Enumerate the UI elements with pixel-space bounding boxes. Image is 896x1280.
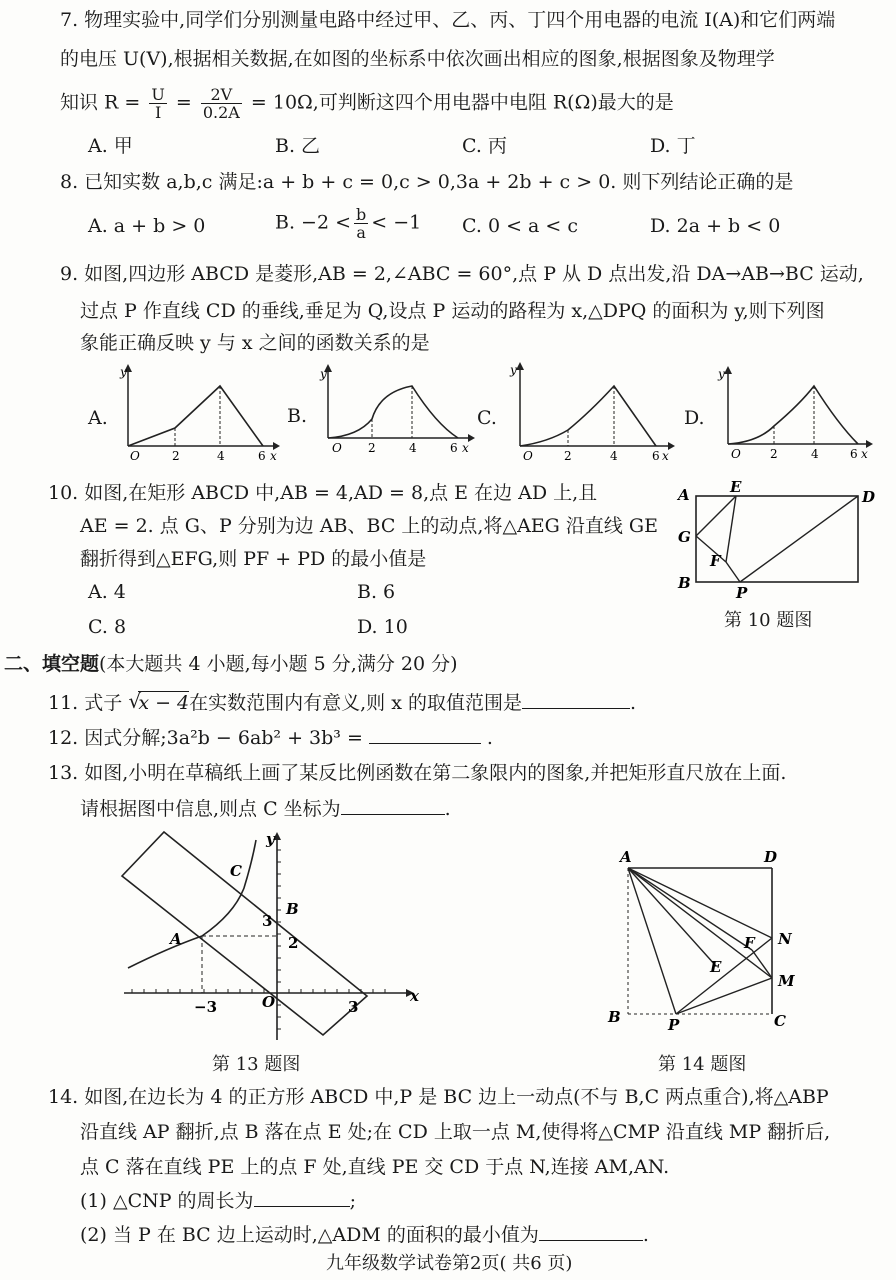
q8-option-c: C. 0 < a < c bbox=[462, 215, 578, 237]
q14-caption: 第 14 题图 bbox=[658, 1054, 747, 1075]
svg-text:3: 3 bbox=[262, 912, 273, 930]
q8-option-b: B. −2 < $\frac{b}{a}$ < −1 bbox=[275, 205, 422, 242]
q7-option-b: B. 乙 bbox=[275, 135, 321, 157]
q12-answer-blank[interactable] bbox=[369, 725, 481, 744]
q7-option-d: D. 丁 bbox=[650, 135, 696, 157]
svg-text:A: A bbox=[170, 930, 182, 948]
svg-text:C: C bbox=[230, 862, 242, 880]
q14-line1: 14. 如图,在边长为 4 的正方形 ABCD 中,P 是 BC 边上一动点(不与 B,C 两点重合),将△ABP bbox=[48, 1086, 829, 1108]
svg-text:C: C bbox=[774, 1012, 786, 1030]
q12: 12. 因式分解;3a²b − 6ab² + 3b³ = . bbox=[48, 727, 493, 749]
svg-text:x: x bbox=[462, 441, 469, 455]
svg-text:O: O bbox=[262, 993, 276, 1011]
svg-text:4: 4 bbox=[217, 449, 225, 463]
svg-text:B: B bbox=[678, 574, 691, 592]
q7-line3: 知识 R = $\frac{U}{I}$ = $\frac{2V}{0.2A}$ = 10Ω,可判断这四个用电器中电阻 R(Ω)最大的是 bbox=[60, 85, 674, 122]
svg-text:P: P bbox=[668, 1016, 680, 1034]
svg-text:2: 2 bbox=[368, 441, 376, 455]
q14-sub2: (2) 当 P 在 BC 边上运动时,△ADM 的面积的最小值为 . bbox=[80, 1224, 649, 1246]
svg-text:F: F bbox=[744, 934, 755, 952]
q7-frac-ui: $\frac{U}{I}$ bbox=[151, 85, 165, 122]
svg-text:G: G bbox=[678, 528, 691, 546]
q9-graph-b-label: B. bbox=[287, 405, 308, 427]
svg-text:P: P bbox=[736, 584, 748, 602]
q10-line2: AE = 2. 点 G、P 分别为边 AB、BC 上的动点,将△AEG 沿直线 GE bbox=[80, 515, 658, 537]
svg-text:2: 2 bbox=[172, 449, 180, 463]
svg-text:M: M bbox=[778, 972, 795, 990]
q9-graph-d-label: D. bbox=[684, 407, 705, 429]
svg-text:y: y bbox=[320, 367, 327, 381]
q9-graph-b bbox=[318, 362, 483, 467]
q14-figure bbox=[604, 846, 804, 1036]
svg-text:x: x bbox=[270, 449, 277, 463]
svg-text:4: 4 bbox=[610, 449, 618, 463]
q10-option-d: D. 10 bbox=[357, 616, 408, 638]
q9-graph-a bbox=[118, 362, 283, 467]
svg-text:6: 6 bbox=[258, 449, 266, 463]
q9a-y: y bbox=[120, 365, 127, 379]
q7-formula-pre: 知识 R = bbox=[60, 91, 141, 114]
q13-line2: 请根据图中信息,则点 C 坐标为 . bbox=[80, 798, 451, 820]
q10-option-c: C. 8 bbox=[88, 616, 127, 638]
svg-text:2: 2 bbox=[288, 934, 299, 952]
q14-sub2-blank[interactable] bbox=[539, 1222, 643, 1241]
q13-caption: 第 13 题图 bbox=[212, 1054, 301, 1075]
svg-text:F: F bbox=[710, 552, 721, 570]
svg-text:N: N bbox=[778, 930, 792, 948]
q14-line3: 点 C 落在直线 PE 上的点 F 处,直线 PE 交 CD 于点 N,连接 AM,AN. bbox=[80, 1156, 670, 1178]
q11-radicand: x − 4 bbox=[138, 692, 190, 714]
q11-answer-blank[interactable] bbox=[522, 690, 630, 709]
svg-text:E: E bbox=[730, 478, 742, 496]
q14-sub1-blank[interactable] bbox=[254, 1188, 350, 1207]
svg-text:x: x bbox=[662, 449, 669, 463]
q10-option-a: A. 4 bbox=[88, 581, 126, 603]
svg-text:O: O bbox=[731, 447, 741, 461]
svg-text:O: O bbox=[332, 441, 342, 455]
q13-answer-blank[interactable] bbox=[341, 796, 445, 815]
svg-text:2: 2 bbox=[564, 449, 572, 463]
svg-text:y: y bbox=[266, 830, 275, 848]
q9-graph-a-label: A. bbox=[88, 407, 108, 429]
q10-figure bbox=[672, 478, 884, 603]
page-footer: 九年级数学试卷第2页( 共6 页) bbox=[326, 1253, 573, 1274]
q7-line2: 的电压 U(V),根据相关数据,在如图的坐标系中依次画出相应的图象,根据图象及物理学 bbox=[60, 48, 775, 70]
svg-text:O: O bbox=[130, 449, 140, 463]
q10-caption: 第 10 题图 bbox=[724, 610, 813, 631]
q7-option-a: A. 甲 bbox=[88, 135, 133, 157]
svg-text:B: B bbox=[608, 1008, 621, 1026]
q10-option-b: B. 6 bbox=[357, 581, 396, 603]
q10-line1: 10. 如图,在矩形 ABCD 中,AB = 4,AD = 8,点 E 在边 AD 上,且 bbox=[48, 482, 598, 504]
svg-text:E: E bbox=[710, 958, 722, 976]
svg-text:2: 2 bbox=[770, 447, 778, 461]
q8-option-d: D. 2a + b < 0 bbox=[650, 215, 781, 237]
q7-option-c: C. 丙 bbox=[462, 135, 507, 157]
svg-text:O: O bbox=[523, 449, 533, 463]
svg-text:3: 3 bbox=[348, 998, 359, 1016]
q7-line1: 7. 物理实验中,同学们分别测量电路中经过甲、乙、丙、丁四个用电器的电流 I(A)和它们两端 bbox=[60, 9, 836, 31]
svg-text:D: D bbox=[764, 848, 778, 866]
q9-line3: 象能正确反映 y 与 x 之间的函数关系的是 bbox=[80, 332, 430, 354]
q8-stem: 8. 已知实数 a,b,c 满足:a + b + c = 0,c > 0,3a + 2b + c > 0. 则下列结论正确的是 bbox=[60, 171, 794, 193]
svg-text:4: 4 bbox=[409, 441, 417, 455]
svg-text:6: 6 bbox=[450, 441, 458, 455]
q13-figure bbox=[118, 830, 428, 1045]
q9-graph-c bbox=[508, 360, 678, 465]
q14-line2: 沿直线 AP 翻折,点 B 落在点 E 处;在 CD 上取一点 M,使得将△CMP 沿直线 MP 翻折后, bbox=[80, 1121, 831, 1143]
q11: 11. 式子 √ x − 4在实数范围内有意义,则 x 的取值范围是 . bbox=[48, 689, 637, 714]
q7-frac-values: $\frac{2V}{0.2A}$ bbox=[202, 85, 240, 122]
svg-text:x: x bbox=[410, 987, 419, 1005]
q9-line1: 9. 如图,四边形 ABCD 是菱形,AB = 2,∠ABC = 60°,点 P 从 D 点出发,沿 DA→AB→BC 运动, bbox=[60, 263, 864, 285]
svg-text:A: A bbox=[678, 486, 690, 504]
svg-text:B: B bbox=[286, 900, 299, 918]
q9-graph-c-label: C. bbox=[477, 407, 497, 429]
q8-option-a: A. a + b > 0 bbox=[88, 215, 206, 237]
svg-text:−3: −3 bbox=[194, 998, 218, 1016]
svg-text:4: 4 bbox=[811, 447, 819, 461]
q13-line1: 13. 如图,小明在草稿纸上画了某反比例函数在第二象限内的图象,并把矩形直尺放在上面. bbox=[48, 762, 787, 784]
svg-text:y: y bbox=[718, 367, 725, 381]
q10-line3: 翻折得到△EFG,则 PF + PD 的最小值是 bbox=[80, 548, 427, 570]
svg-text:A: A bbox=[620, 848, 632, 866]
svg-text:6: 6 bbox=[850, 447, 858, 461]
q9-line2: 过点 P 作直线 CD 的垂线,垂足为 Q,设点 P 运动的路程为 x,△DPQ 的面积为 y,则下列图 bbox=[80, 300, 825, 322]
q7-formula-post: = 10Ω,可判断这四个用电器中电阻 R(Ω)最大的是 bbox=[250, 91, 674, 114]
svg-text:y: y bbox=[510, 363, 517, 377]
q9-graph-d bbox=[716, 364, 881, 464]
q14-sub1: (1) △CNP 的周长为 ; bbox=[80, 1190, 356, 1212]
svg-text:D: D bbox=[862, 488, 876, 506]
svg-text:6: 6 bbox=[652, 449, 660, 463]
svg-text:x: x bbox=[861, 447, 868, 461]
section2-heading: 二、填空题(本大题共 4 小题,每小题 5 分,满分 20 分) bbox=[4, 653, 458, 675]
